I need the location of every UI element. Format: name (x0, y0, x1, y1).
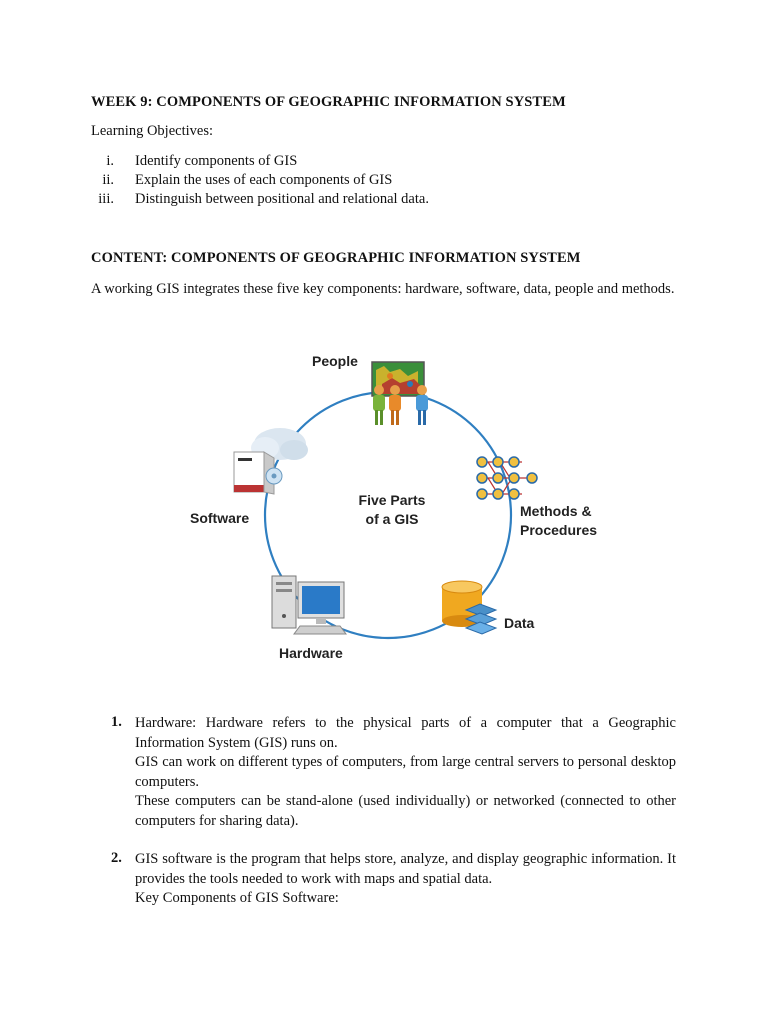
item-number: 2. (111, 850, 122, 866)
intro-paragraph: A working GIS integrates these five key components: hardware, software, data, people and methods. (91, 281, 675, 297)
methods-label-line1: Methods & (520, 503, 592, 519)
people-label: People (312, 353, 358, 369)
learning-objectives-label: Learning Objectives: (91, 123, 213, 139)
hardware-label: Hardware (279, 645, 343, 661)
five-parts-diagram (170, 340, 620, 670)
hardware-item (135, 714, 676, 831)
people-icon (372, 362, 428, 425)
item-number: 1. (111, 714, 122, 730)
software-item (135, 850, 676, 909)
item-paragraph: Hardware: Hardware refers to the physical parts of a computer that a Geographic Information System (GIS) runs on. (135, 715, 676, 751)
item-paragraph: These computers can be stand-alone (used individually) or networked (connected to other computers for sharing data). (135, 793, 676, 829)
week-heading: WEEK 9: COMPONENTS OF GEOGRAPHIC INFORMATION SYSTEM (91, 94, 566, 110)
item-paragraph: GIS can work on different types of computers, from large central servers to personal desktop computers. (135, 754, 676, 790)
objective-number: i. (106, 153, 114, 169)
item-paragraph: GIS software is the program that helps store, analyze, and display geographic information. It provides the tools needed to work with maps and spatial data. (135, 851, 676, 887)
objective-number: ii. (102, 172, 114, 188)
item-paragraph: Key Components of GIS Software: (135, 890, 339, 906)
center-label-line2: of a GIS (365, 511, 419, 527)
software-icon (234, 428, 308, 494)
methods-label-line2: Procedures (520, 522, 598, 538)
objective-text: Distinguish between positional and relational data. (135, 191, 429, 207)
database-icon (442, 581, 496, 634)
content-heading: CONTENT: COMPONENTS OF GEOGRAPHIC INFORMATION SYSTEM (91, 250, 581, 266)
software-label: Software (190, 510, 250, 526)
methods-procedures-icon (482, 462, 532, 494)
center-label-line1: Five Parts (358, 492, 426, 508)
objective-text: Identify components of GIS (135, 153, 298, 169)
data-label: Data (504, 615, 535, 631)
objective-text: Explain the uses of each components of GIS (135, 172, 393, 188)
objective-number: iii. (98, 191, 114, 207)
